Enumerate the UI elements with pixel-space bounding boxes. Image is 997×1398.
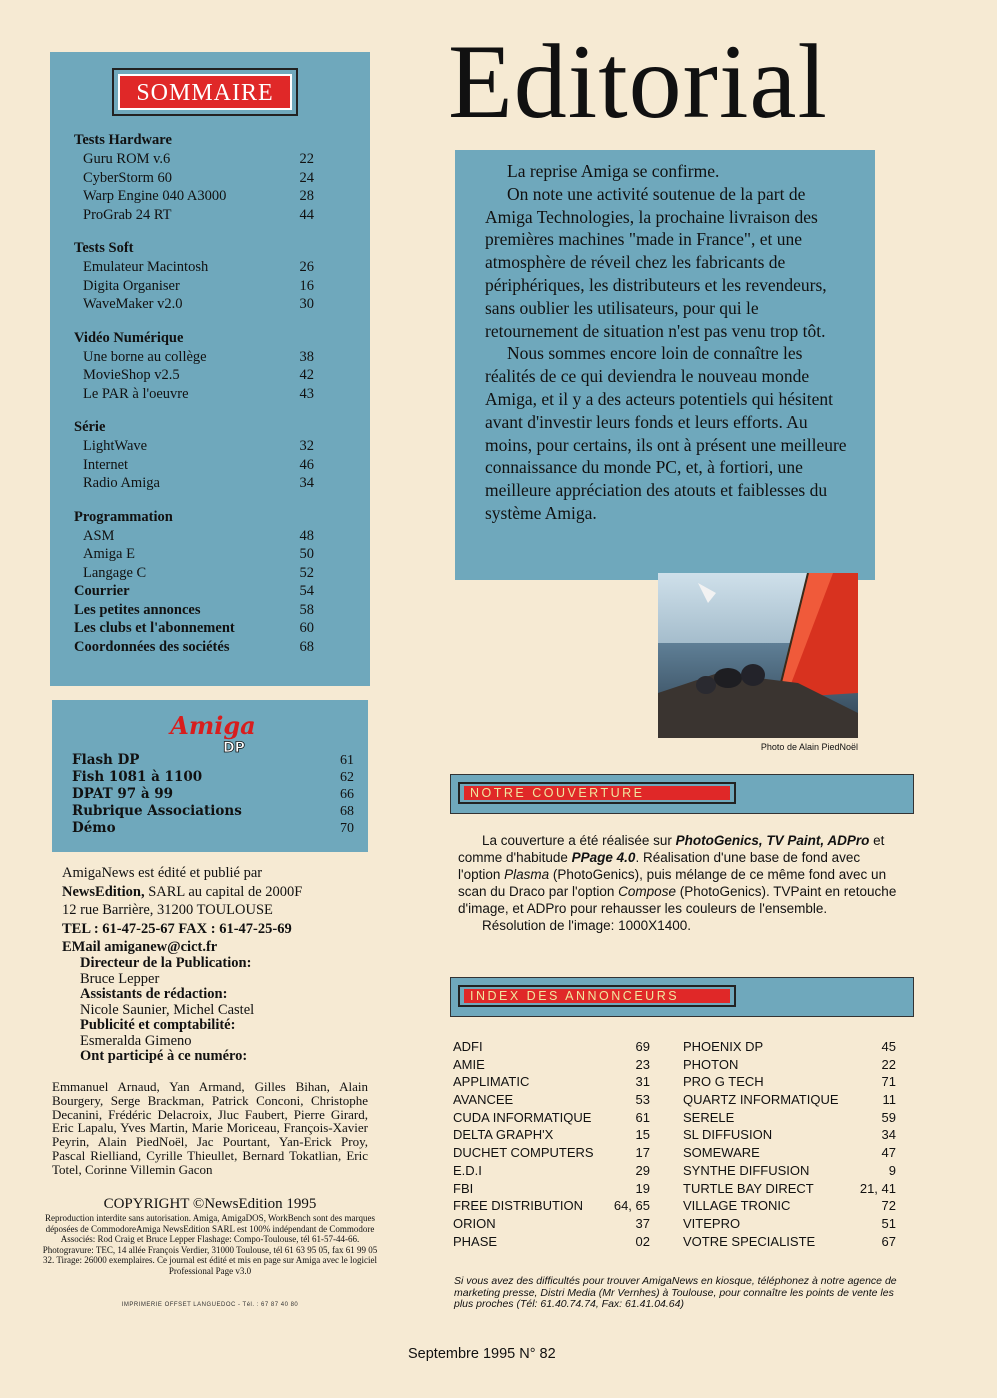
toc-section-title: Tests Hardware [74,132,172,148]
toc-entry-label: Amiga E [83,546,135,562]
advertiser-name: PHOENIX DP [683,1039,764,1054]
copyright-title: COPYRIGHT ©NewsEdition 1995 [103,1196,317,1212]
contributors: Emmanuel Arnaud, Yan Armand, Gilles Bihan, Alain Bourgery, Serge Brackman, Patrick Conconi, Christophe Decanini, Frédéric Delacroix, Jluc Faubert, Pierre Girard, Eric Lapalu, Yves Martin, Marie Moriceau, François-Xavier Peyrin, Alain PiedNoël, Jac Pourtant, Yan-Erick Proy, Pascal Rielliand, Cyrille Thieullet, Bernard Tokatlian, Eric Totel, Corinne Villemin Gacon [52,1079,368,1177]
credit-heading: Ont participé à ce numéro: [80,1048,248,1064]
section-title: NOTRE COUVERTURE [464,786,730,800]
advertiser-row [453,1091,650,1109]
toc-entry [74,582,314,601]
advertiser-page: 51 [881,1215,896,1231]
toc-entry-page: 26 [299,259,314,275]
couverture-text-part: . Réalisation d'une base de fond avec l'option [458,850,861,882]
dp-entry [72,769,354,786]
editorial-paragraph: Nous sommes encore loin de connaître les réalités de ce qui deviendra le nouveau monde Amiga, et il y a des acteurs potentiels qui hésitent avant d'investir leurs fonds et leurs efforts. Au moins, pour certains, ils ont à présent une meilleure connaissance du monde PC, et, à fortiori, une meilleure appréciation des atouts et faiblesses du système Amiga. [485,343,847,523]
toc-entry-page: 58 [299,601,314,618]
table-of-contents [74,132,314,656]
sailboat-photo [658,573,858,738]
toc-entry-label: Courrier [74,583,130,599]
advertiser-list-left [453,1038,650,1250]
publisher-phone: TEL : 61-47-25-67 FAX : 61-47-25-69 [62,920,292,937]
publisher-line: AmigaNews est édité et publié par [62,865,263,881]
toc-entry-page: 34 [299,475,314,491]
toc-entry-label: Le PAR à l'oeuvre [83,385,189,402]
toc-entry [74,564,314,583]
advertiser-page: 19 [635,1180,650,1196]
dp-entry [72,752,354,769]
sommaire-title-box [112,68,298,116]
couverture-text [458,832,898,934]
dp-entry-label: Rubrique Associations [72,803,242,819]
advertiser-page: 9 [888,1162,896,1178]
couverture-resolution: Résolution de l'image: 1000X1400. [482,918,691,933]
dp-entry [72,786,354,803]
advertiser-name: SOMEWARE [683,1145,760,1161]
advertiser-page: 02 [635,1233,650,1249]
advertiser-row [453,1233,650,1251]
publisher-email: EMail amiganew@cict.fr [62,939,218,955]
toc-entry-label: CyberStorm 60 [83,169,173,186]
credit-heading: Directeur de la Publication: [80,955,252,971]
advertiser-row [453,1073,650,1091]
advertiser-page: 69 [635,1039,650,1054]
toc-section-title: Programmation [74,508,173,525]
advertiser-name: PRO G TECH [683,1074,764,1090]
couverture-text-part: PhotoGenics, TV Paint, ADPro [675,833,870,848]
publisher-info [62,864,362,957]
section-title: INDEX DES ANNONCEURS [464,989,730,1003]
toc-entry-page: 32 [299,438,314,454]
svg-text:DP: DP [223,740,245,754]
editorial-paragraph: La reprise Amiga se confirme. [507,161,720,181]
advertiser-name: DELTA GRAPH'X [453,1127,554,1143]
advertiser-page: 67 [881,1233,896,1249]
amiga-dp-list [72,752,354,837]
dp-entry-page: 66 [340,787,354,802]
dp-entry-label: Démo [72,820,116,836]
toc-entry [74,187,314,206]
publisher-address: 12 rue Barrière, 31200 TOULOUSE [62,902,273,918]
sommaire-title: SOMMAIRE [118,74,292,110]
couverture-text-part: (PhotoGenics), puis mélange de ce même fond avec un scan du Draco par l'option [458,867,887,899]
toc-entry-page: 22 [299,151,314,167]
notre-couverture-header [450,774,916,814]
advertiser-page: 23 [635,1056,650,1072]
toc-entry-label: Coordonnées des sociétés [74,638,230,655]
kiosk-note: Si vous avez des difficultés pour trouver AmigaNews en kiosque, téléphonez à notre agence de marketing presse, Distri Media (Mr Vernhes) à Toulouse, pour connaître les points de vente les plus proches (Tél: 61.40.74.74, Fax: 61.41.04.64) [454,1275,897,1310]
advertiser-page: 47 [881,1145,896,1161]
toc-entry [74,638,314,657]
toc-entry-label: Les petites annonces [74,601,201,618]
printer-line: IMPRIMERIE OFFSET LANGUEDOC - Tél. : 67 87 40 80 [121,1302,299,1308]
advertiser-name: FREE DISTRIBUTION [453,1198,584,1214]
advertiser-name: CUDA INFORMATIQUE [453,1109,592,1125]
toc-entry-page: 60 [299,620,314,636]
advertiser-page: 37 [635,1215,650,1231]
toc-entry-page: 46 [299,456,314,473]
toc-entry-label: Warp Engine 040 A3000 [83,188,227,204]
toc-entry [74,619,314,638]
toc-entry-page: 50 [299,546,314,562]
advertiser-name: SYNTHE DIFFUSION [683,1162,810,1178]
advertiser-page: 59 [881,1109,896,1125]
advertiser-row [453,1215,650,1233]
toc-entry-label: ASM [83,527,115,544]
toc-entry-page: 54 [299,583,314,599]
advertiser-row [683,1144,896,1162]
toc-entry [74,456,314,475]
advertiser-name: ORION [453,1215,496,1231]
toc-section-title: Série [74,419,106,435]
photo-credit: Photo de Alain PiedNoël [760,742,858,752]
advertiser-name: PHASE [453,1233,498,1249]
dp-entry-label: DPAT 97 à 99 [72,786,174,802]
advertiser-row [453,1038,650,1056]
toc-entry [74,169,314,188]
advertiser-row [453,1197,650,1215]
advertiser-page: 15 [635,1127,650,1143]
advertiser-page: 45 [881,1039,896,1054]
advertiser-name: APPLIMATIC [453,1074,530,1090]
couverture-text-part: (PhotoGenics). TVPaint en retouche d'image, et ADPro pour rehausser les couleurs de l'ensemble. [458,884,897,916]
toc-entry-label: Guru ROM v.6 [83,151,171,167]
advertiser-name: VITEPRO [683,1215,741,1231]
advertiser-name: TURTLE BAY DIRECT [683,1180,814,1196]
advertiser-page: 53 [635,1092,650,1108]
toc-entry-page: 16 [299,277,314,294]
toc-section-title: Tests Soft [74,240,134,256]
advertiser-page: 21, 41 [859,1180,896,1196]
advertiser-row [453,1144,650,1162]
copyright-text: Reproduction interdite sans autorisation. Amiga, AmigaDOS, WorkBench sont des marques déposées de CommodoreAmiga NewsEdition SARL est 100% indépendant de Commodore Associés: Rod Craig et Bruce Lepper Flashage: Compo-Toulouse, tél 61-57-44-66. Photogravure: TEC, 14 allée François Verdier, 31000 Toulouse, tél 61 63 95 05, fax 61 99 05 32. Tirage: 26000 exemplaires. Ce journal est édité et mis en page sur Amiga avec le logiciel Professional Page v3.0 [42,1213,378,1276]
advertiser-name: QUARTZ INFORMATIQUE [683,1092,839,1108]
advertiser-page: 71 [881,1074,896,1090]
couverture-text-part: et comme d'habitude [458,833,885,865]
advertiser-name: AVANCEE [453,1092,514,1108]
toc-entry-label: Radio Amiga [83,475,160,491]
couverture-text-part: Compose [618,884,676,899]
toc-entry-page: 48 [299,527,314,544]
issue-footer: Septembre 1995 N° 82 [408,1346,556,1362]
advertiser-name: VOTRE SPECIALISTE [683,1233,816,1249]
advertiser-page: 31 [635,1074,650,1090]
toc-entry-page: 24 [299,169,314,186]
dp-entry [72,803,354,820]
advertiser-row [453,1126,650,1144]
advertiser-list-right [683,1038,896,1250]
couverture-text-part: Plasma [504,867,550,882]
advertiser-row [683,1073,896,1091]
toc-entry [74,601,314,620]
credit-value: Nicole Saunier, Michel Castel [80,1001,255,1018]
couverture-text-part: La couverture a été réalisée sur [482,833,676,848]
dp-entry-page: 62 [340,770,354,785]
toc-entry-label: Emulateur Macintosh [83,259,209,275]
advertiser-name: FBI [453,1180,474,1196]
toc-entry [74,527,314,546]
advertiser-name: ADFI [453,1039,483,1054]
amiga-dp-logo [168,708,258,754]
index-annonceurs-header [450,977,916,1017]
advertiser-page: 34 [881,1127,896,1143]
editorial-panel [455,150,875,580]
advertiser-row [683,1180,896,1198]
publisher-line: NewsEdition, SARL au capital de 2000F [62,883,303,900]
toc-entry [74,474,314,493]
couverture-paragraph [458,832,898,917]
credit-value: Bruce Lepper [80,970,160,987]
toc-entry [74,348,314,367]
dp-entry [72,820,354,837]
dp-entry-label: Flash DP [72,752,140,768]
credit-heading: Assistants de rédaction: [80,986,228,1002]
svg-text:Amiga: Amiga [170,711,256,740]
copyright [40,1196,380,1276]
advertiser-page: 22 [881,1056,896,1072]
toc-entry [74,366,314,385]
advertiser-page: 72 [881,1198,896,1214]
toc-entry-label: Langage C [83,564,147,581]
toc-entry-label: Internet [83,456,129,473]
couverture-text-part: PPage 4.0 [571,850,636,865]
toc-entry-label: LightWave [83,438,148,454]
advertiser-name: PHOTON [683,1056,739,1072]
credit-value: Esmeralda Gimeno [80,1032,192,1049]
dp-entry-page: 70 [340,821,354,836]
advertiser-name: SERELE [683,1109,735,1125]
toc-section-title: Vidéo Numérique [74,329,184,346]
advertiser-page: 61 [635,1109,650,1125]
advertiser-row [683,1126,896,1144]
toc-entry [74,150,314,169]
dp-entry-page: 68 [340,804,354,819]
toc-entry-label: Digita Organiser [83,277,180,294]
toc-entry-page: 44 [299,206,314,223]
toc-entry [74,258,314,277]
toc-entry [74,545,314,564]
advertiser-row [453,1056,650,1074]
advertiser-name: E.D.I [453,1162,482,1178]
advertiser-row [683,1233,896,1251]
toc-entry [74,385,314,404]
advertiser-name: DUCHET COMPUTERS [453,1145,594,1161]
editorial-title: Editorial [448,23,828,140]
toc-entry-page: 52 [299,564,314,581]
advertiser-name: AMIE [453,1056,485,1072]
advertiser-row [683,1056,896,1074]
toc-entry-page: 42 [299,367,314,383]
toc-entry [74,295,314,314]
advertiser-page: 17 [635,1145,650,1161]
editorial-text [485,160,850,525]
sommaire-panel [50,52,370,686]
toc-entry [74,206,314,225]
advertiser-row [683,1162,896,1180]
advertiser-page: 29 [635,1162,650,1178]
toc-entry-label: MovieShop v2.5 [83,367,180,383]
toc-entry-page: 43 [299,385,314,402]
toc-entry-label: WaveMaker v2.0 [83,296,183,312]
credit-heading: Publicité et comptabilité: [80,1017,236,1033]
advertiser-row [453,1109,650,1127]
advertiser-name: SL DIFFUSION [683,1127,773,1143]
advertiser-row [453,1162,650,1180]
toc-entry-label: Les clubs et l'abonnement [74,620,235,636]
advertiser-row [683,1091,896,1109]
advertiser-row [683,1215,896,1233]
toc-entry [74,277,314,296]
advertiser-row [683,1197,896,1215]
dp-entry-page: 61 [340,753,354,768]
advertiser-row [453,1180,650,1198]
dp-entry-label: Fish 1081 à 1100 [72,769,203,785]
toc-entry-page: 68 [299,638,314,655]
advertiser-row [683,1038,896,1056]
toc-entry-label: Une borne au collège [83,348,207,365]
amiga-dp-panel [52,700,368,852]
toc-entry-page: 38 [299,348,314,365]
toc-entry [74,437,314,456]
toc-entry-page: 30 [299,296,314,312]
toc-entry-page: 28 [299,188,314,204]
toc-entry-label: ProGrab 24 RT [83,206,172,223]
advertiser-page: 64, 65 [613,1198,650,1214]
credits [80,956,360,1065]
advertiser-page: 11 [882,1092,896,1108]
advertiser-name: VILLAGE TRONIC [683,1198,791,1214]
editorial-paragraph: On note une activité soutenue de la part de Amiga Technologies, la prochaine livraison des premières machines "made in France", et une atmosphère de réveil chez les fabricants de périphériques, les distributeurs et les revendeurs, sans oublier les utilisateurs, pour qui le retournement de situation n'est pas venu trop tôt. [485,183,827,341]
advertiser-row [683,1109,896,1127]
